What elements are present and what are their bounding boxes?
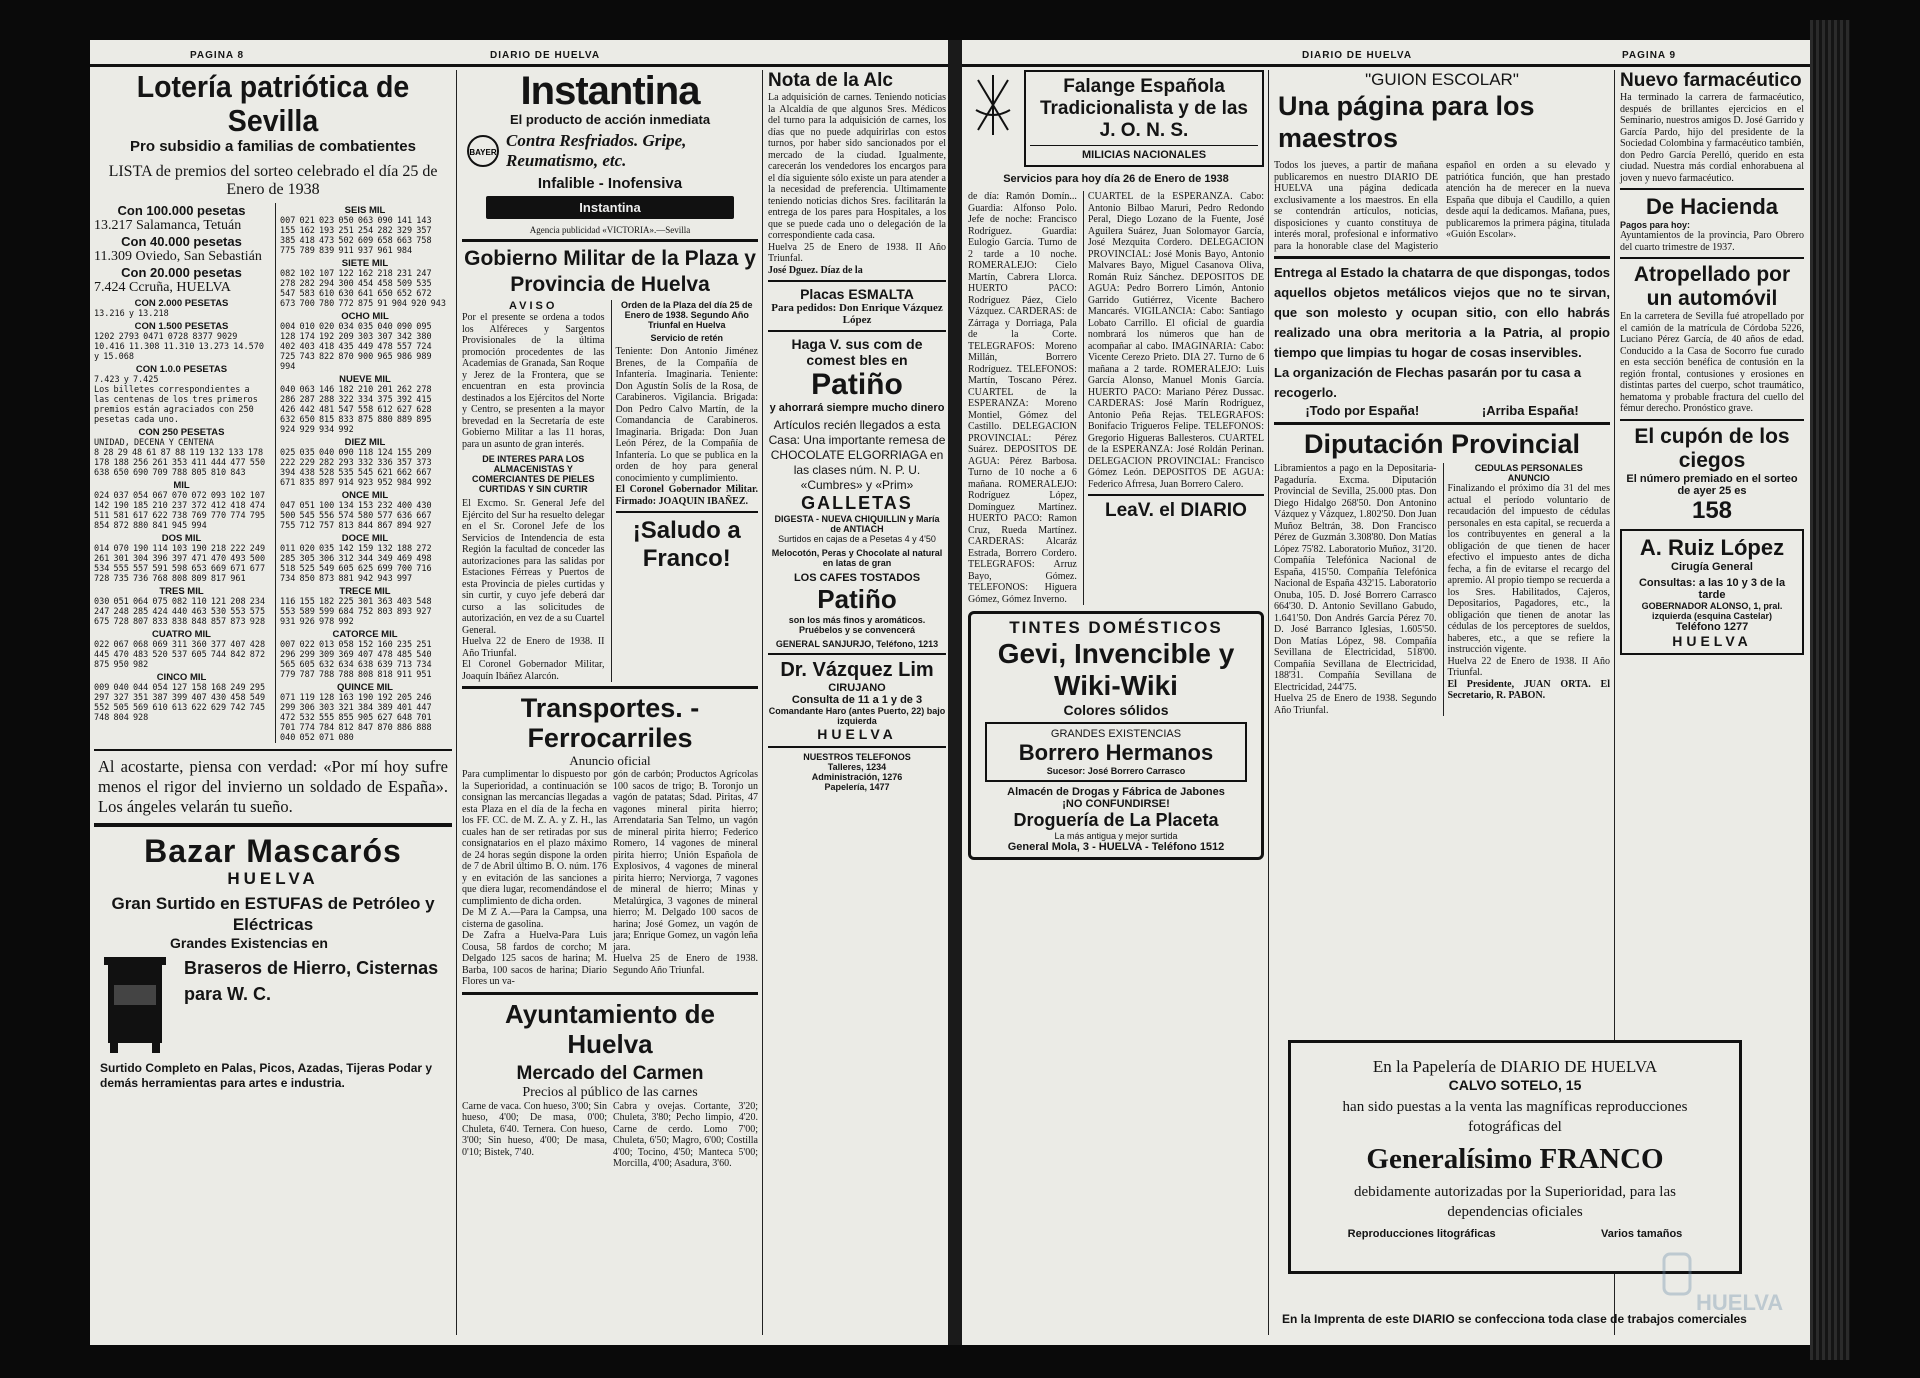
papeleria-line5: debidamente autorizadas por la Superioridad, para las dependencias oficiales [1354,1184,1676,1220]
falange-header [968,70,1264,167]
patino-name: Patiño [811,368,903,401]
diputacion-libramientos: Libramientos a pago en la Depositaria-Pagaduría. Excma. Diputación Provincial de Sevilla, 25.000 ptas. Don Diego Hidalgo 268'50. Don Antonino Vázquez y Vázquez, 1.802'50. Don Juan Muñoz Beltrán, 38. Don Francisco Pérez de Guzmán 3.308'80. Don Matías López 75'82. Laboratorio Muñoz, 31'20. Compañía Telefónica Nacional de España, 415'50. Compañía Telefónica Nacional de España 432'15. Laboratorio Onuba, 105. D. José Borrero Carrasco 664'30. D. Antonio Sevillano Gabudo, 1.641'50. Don Andrés García Pérez 70. D. José Barranco Iglesias, 1.605'50. Don Matías López, 98. Compañía Sevillana de Electricidad, 518'00. Compañía Sevillana de Electricidad, 188'31. Compañía Sevillana de Electricidad, 244'75. [1274,463,1437,693]
prize-number: 13.217 [94,218,133,233]
prize-place: Ccruña, HUELVA [129,280,231,295]
precios-cabra-cerdo: Cabra y ovejas. Cortante, 3'20; Chuleta, 3'80; Pecho limpio, 4'20. Carne de cerdo. Lomo 7'00; Chuleta, 6'50; Magro, 6'00; Costilla 4'00; Tocino, 4'50; Manteca 5'00; Morcilla, 4'00; Asadura, 3'60. [613,1100,758,1169]
prize-section-numbers: 007 022 013 058 152 160 235 251 296 299 309 369 407 478 485 540 565 605 632 634 638 639 713 734 779 787 788 788 808 818 911 951 [280,640,432,680]
loteria-subtitle: Pro subsidio a familias de combatientes [130,138,416,155]
running-head-paper: DIARIO DE HUELVA [490,50,601,61]
instantina-brand: Instantina [520,69,700,113]
ruiz-hours: Consultas: a las 10 y 3 de la tarde [1638,576,1786,601]
guion-body: Todos los jueves, a partir de mañana publicaremos en nuestro DIARIO DE HUELVA una página dedicada exclusivamente a los maestros. En ella se contendrán artículos, noticias, disposiciones y cuanto constituya de interés moral, profesional e informativo para la honorable clase del Magisterio español en orden a su elevado y patriótica función, que han prestado atención ha de merecer en la nueva España que dibuja el Caudillo, a quien desde aquí la dedicamos. Mañana, pues, publicaremos la primera página, titulada «Guión Escolar». [1274,160,1610,252]
prize-section [94,533,269,584]
nota-title: Nota de la Alc [768,70,893,91]
orden-title: Orden de la Plaza del día 25 de Enero de 1938. Segundo Año Triunfal en Huelva [620,300,753,330]
prize-section-heading: CINCO MIL [156,672,207,683]
diputacion-left [1274,463,1437,716]
gobierno-title: Gobierno Militar de la Plaza y Provincia de Huelva [464,247,756,296]
prize-section-numbers: 13.216 y 13.218 [94,309,169,319]
cupon-number: 158 [1691,496,1733,524]
prize-number: 7.424 [94,280,126,295]
patino-line3: Artículos recién llegados a esta Casa: Una importante remesa de CHOCOLATE ELGORRIAGA en las clases núm. N. P. U. «Cumbres» y «Prim» [768,418,946,492]
prize-section-heading: CON 1.0.0 PESETAS [135,364,228,375]
patino-address: GENERAL SANJURJO, Teléfono, 1213 [775,639,939,649]
prize-section-numbers: 014 070 190 114 103 190 218 222 249 261 301 304 396 397 471 470 493 500 534 555 557 591 598 653 669 671 677 728 735 736 768 808 809 817 961 [94,544,266,584]
slogan-arriba: ¡Arriba España! [1481,403,1579,418]
guion-headline: Una página para los maestros [1278,91,1535,153]
ruiz-city: HUELVA [1672,632,1752,649]
ruiz-role: Cirugía General [1671,560,1753,573]
instantina-pack: Instantina [486,196,734,219]
prize-heading: Con 40.000 pesetas [121,234,242,249]
bazar-line3: Braseros de Hierro, Cisternas para W. C. [184,958,439,1004]
hacienda-body: Ayuntamientos de la provincia, Paro Obrero del cuarto trimestre de 1937. [1620,230,1804,253]
prize-place: Salamanca, Tetuán [136,218,242,233]
precios-intro: Precios al público de las carnes [522,1084,698,1100]
transportes-subtitle: Anuncio oficial [569,753,651,768]
prize-section-heading: OCHO MIL [341,311,389,322]
cedulas-date: Huelva 22 de Enero de 1938. II Año Triunfal. [1447,655,1610,678]
hacienda-title: De Hacienda [1645,194,1779,219]
guion-title: "GUION ESCOLAR" [1365,70,1519,89]
running-head-page-number: PAGINA 8 [190,50,245,61]
prize-section [94,586,269,627]
prize-section [94,427,269,448]
transportes-right [613,769,758,988]
prize-section-heading: ONCE MIL [341,490,389,501]
column-rule [762,70,763,1335]
cafes-title: LOS CAFES TOSTADOS [793,572,921,584]
prize-section [280,205,450,256]
pieles-body: El Excmo. Sr. General Jefe del Ejército del Sur ha resuelto delegar en el Sr. Coronel Jefe de los Servicios de Intendencia de esta Región la facultad de conceder las autorizaciones para las salidas por Estaciones Férreas y Puertos de esta Provincia de pieles curtidas y sin curtir, y cuyo jefe deberá dar curso a las solicitudes de autorización, en vez de a su Cuartel General. [462,498,605,636]
prize-section [280,629,450,680]
prize-section-numbers: Los billetes correspondientes a las centenas de los tres primeros premios están agraciados con 250 pesetas cada uno. [94,385,258,425]
diputacion-title: Diputación Provincial [1303,429,1581,459]
prize-heading: Con 20.000 pesetas [121,265,242,280]
left-page [90,40,948,1345]
cupon-title: El cupón de los ciegos [1634,424,1790,472]
transportes-body3: De Zafra a Huelva-Para Luis Cousa, 58 fardos de corcho; M Delgado 125 sacos de harina; M. Barba, 100 sacos de harina; Diario Flores un va- [462,930,607,987]
bazar-ad [94,831,452,1093]
cedulas-body: Finalizando el próximo día 31 del mes actual el período voluntario de recaudación del impuesto de cédulas personales en esta capital, se recuerda a los contribuyentes en general a la obligación de que tienen de hacer efectivo el impuesto antes de dicha fecha, a fin de evitarse el recargo del apremio. Al propio tiempo se recuerda a los Sres. Habilitados, Cajeros, Depositarios, Pagadores, etc., la obligación que tienen de anotar las cédulas de los perceptores de sueldos, haberes, etc., a que se refiere la instrucción vigente. [1447,483,1610,655]
servicios-line: Servicios para hoy día 26 de Enero de 1938 [1003,173,1229,185]
ayuntamiento-title: Ayuntamiento de Huelva [505,998,715,1059]
prize-section-numbers: 116 155 182 225 301 363 403 548 553 589 599 684 752 803 893 927 931 926 978 992 [280,597,432,627]
top-rule [962,64,1810,67]
bazar-city: HUELVA [227,869,319,888]
aviso-body: Por el presente se ordena a todos los Alféreces y Sargentos Provisionales de la última promoción procedentes de las Academias de Granada, San Roque y Jerez de la Frontera, que se encuentran en esta provincia destinados a los Ejércitos del Norte y Centro, se presenten a la mayor brevedad en la Secretaría de este Gobierno Militar a las 11 horas, para un asunto de gran interés. [462,312,605,450]
prize-section [94,321,269,362]
tintes-address: General Mola, 3 - HUELVA - Teléfono 1512 [1007,841,1225,853]
prize-section-heading: QUINCE MIL [337,682,393,693]
prize-place: Oviedo, San Sebastián [135,249,262,264]
prize-section [94,298,269,319]
watermark-label: HUELVA [1696,1290,1784,1315]
prize-section-heading: CON 250 PESETAS [138,427,225,438]
prize-section-heading: DOS MIL [161,533,202,544]
ruiz-street: GOBERNADOR ALONSO, 1, pral. izquierda (esquina Castelar) [1641,600,1783,621]
transportes-body4: gón de carbón; Productos Agrícolas 100 sacos de trigo; B. Toronjo un vagón de patatas; Sdad. Piritas, 47 vagones mineral pirita hierro; Arrendataria San Telmo, un vagón de mineral pirita hierro; Federico Romero, 14 vagones de mineral pirita hierro; Unión Española de Explosivos, 4 vagones de mineral pirita hierro; Nerviorga, 7 vagones de mineral de hierro; Minas y Metalúrgica, 3 vagones de mineral hierro; M. Delgado 100 sacos de harina; José Gomez, un vagón de jara; Enrique Gomez, un vagón leña jara. [613,769,758,953]
page-stack-edge [1810,20,1850,1360]
transportes-body2: De M Z A.—Para la Campsa, una cisterna de gasolina. [462,907,607,930]
galletas-surtidos: Surtidos en cajas de a Pesetas 4 y 4'50 [778,534,936,544]
prize-section [280,437,450,488]
running-head-paper: DIARIO DE HUELVA [1302,50,1413,61]
diputacion-date: Huelva 25 de Enero de 1938. Segundo Año Triunfal. [1274,693,1437,716]
prize-section-numbers: UNIDAD, DECENA Y CENTENA [94,438,214,448]
prize-section [280,533,450,584]
column-rule [1268,70,1269,1335]
ruiz-phone: Teléfono 1277 [1675,620,1749,633]
prize-section [94,364,269,385]
tintes-successor: Sucesor: José Borrero Carrasco [1046,766,1186,776]
atropellado-body: En la carretera de Sevilla fué atropellado por el camión de la matrícula de Córdoba 5226, Luciano Pérez García, de 40 años de edad. Conducido a la Casa de Socorro fue curado en esta sección benéfica de contusión en la región frontal, contusiones y erosiones en distintas partes del cuerpo, schot traumático, hematoma y probable fractura del cuello del fémur derecho. Pronóstico grave. [1620,311,1804,414]
vazquez-street: Comandante Haro (antes Puerto, 22) bajo izquierda [768,706,946,726]
papeleria-line1: En la Papelería de DIARIO DE HUELVA [1372,1057,1658,1076]
cedulas-sub: ANUNCIO [1507,473,1550,483]
nota-body: La adquisición de carnes. Teniendo noticias la Alcaldía de que algunos Sres. Médicos del turno para la adquisición de carnes, los días que no puede adquirirlas con estos turnos, por haber sido sancionados por el mercado de la ciudad. Igualmente, carecerán los vendedores los encargos para el día siguiente sólo existe un para atender a la necesidad de preferencia. Ultimamente teniendo noticias dichos Sres. facilitarán la entrega de los pares para Hospitales, a los que se puede cada uno o delegación de la correspondiente cada casa. [768,92,946,241]
tintes-ad [968,611,1264,860]
prize-section-heading: TRES MIL [159,586,204,597]
prize-section-numbers: 1202 2793 0471 0728 8377 9029 10.416 11.308 11.310 13.273 14.570 y 15.068 [94,332,264,362]
prize-40000 [94,234,269,265]
prize-section [94,672,269,723]
column-center-left [462,70,758,1335]
chatarra-body2: La organización de Flechas pasarán por tu casa a recogerlo. [1274,365,1582,400]
tintes-existencias: GRANDES EXISTENCIAS [1050,728,1182,740]
prize-section-heading: SIETE MIL [341,258,389,269]
placas-line: Para pedidos: Don Enrique Vázquez López [771,302,943,326]
winter-note: Al acostarte, piensa con verdad: «Por mí hoy sufre menos el rigor del invierno un soldado de España». Los ángeles velarán tu sueño. [98,757,448,816]
bayer-cross-icon [466,134,500,168]
ruiz-lopez-ad [1620,529,1804,655]
prize-section-heading: CATORCE MIL [332,629,398,640]
precios-vaca: Carne de vaca. Con hueso, 3'00; Sin hueso, 4'00; De masa, 0'00; Chuleta, 6'40. Ternera. Con hueso, 3'00; Sin hueso, 4'00; De masa, 0'10; Bistek, 7'40. [462,1100,607,1158]
nota-date: Huelva 25 de Enero de 1938. II Año Triunfal. [768,241,946,264]
instantina-claim: Infalible - Inofensiva [537,175,683,192]
prize-section-heading: SEIS MIL [344,205,386,216]
falange-right-col: CUARTEL de la ESPERANZA. Cabo: Antonio Bilbao Maruri, Pedro Redondo Peral, Diego Lozano de la Fuente, José Aguilera Suárez, Juan Solomayor García, José Mezquita Cordero. DELEGACION PROVINCIAL: José Monis Bayo, Antonio Malvares Bayo, Miguel Casanova Oliva, Román Ruiz Sánchez. DEPOSITOS DE AGUA: Pedro Borrero Limón, Antonio Garrido Gutiérrez, Vicente Bachero Mancarés. VIGILANCIA: Cabo: Santiago Lobato Carrillo. El oficial de guardia nombrará los números que han de acompañar al cabo. IMAGINARIA: Cabo: Vicente Cerezo Prieto. DIA 27. Turno de 6 mañana a 2 tarde. ROMERALEJO: Luis García Alonso, Manuel Monis García. HUERTO PACO: Mariano Pérez Dussac. CARDERAS: José Marín Rodríguez, Antonio Peña Rejas. TELEGRAFOS: Bonifacio Trigueros Felipe. TELEFONOS: Gregorio Higueras Ballesteros. CUARTEL de la ESPERANZA: José Roldán Perinan. DELEGACION PROVINCIAL: Francisco Gómez León. DEPOSITOS DE AGUA: Federico Afrresa, Juan Borrero Calero. [1087,191,1264,490]
papeleria-line2: CALVO SOTELO, 15 [1448,1077,1582,1093]
papeleria-franco: Generalísimo FRANCO [1366,1143,1664,1175]
hacienda-sub: Pagos para hoy: [1620,220,1691,230]
prize-section-numbers: 004 010 020 034 035 040 090 095 128 174 192 209 303 307 342 380 402 403 418 435 449 478 557 724 725 743 822 870 900 965 986 989 994 [280,322,432,372]
prize-section-numbers: 009 040 044 054 127 158 168 249 295 297 327 351 387 399 407 430 458 549 552 505 569 610 613 622 629 742 745 748 804 928 [94,683,266,723]
bazar-line4: Surtido Completo en Palas, Picos, Azadas, Tijeras Podar y demás herramientas para artes e industria. [100,1061,433,1090]
tintes-header: TINTES DOMÉSTICOS [1009,618,1223,637]
bayer-label: BAYER [469,148,497,157]
prize-section-numbers: 082 102 107 122 162 218 231 247 278 282 294 300 454 458 509 535 547 583 610 630 641 650 652 672 673 700 780 772 875 91 904 920 943 [280,269,446,309]
slogan-todo: ¡Todo por España! [1305,403,1420,418]
cedulas-head: CEDULAS PERSONALES [1474,463,1583,473]
lea-diario: LeaV. el DIARIO [1105,500,1247,521]
loteria-title: Lotería patriótica de Sevilla [136,69,410,138]
prize-section-heading: CON 2.000 PESETAS [134,298,229,309]
prize-sections-right [275,203,450,743]
prize-sections-left [94,298,269,723]
binding-gutter [948,40,962,1345]
prize-section [94,629,269,670]
prize-section-heading: TRECE MIL [339,586,391,597]
telefonos-admin: Administración, 1276 [811,772,903,782]
orden-plaza [611,300,759,682]
tintes-almacen: Almacén de Drogas y Fábrica de Jabones [1007,786,1225,798]
falange-title: Falange Española Tradicionalista y de las J. O. N. S. [1039,76,1249,141]
bazar-line1: Gran Surtido en ESTUFAS de Petróleo y Eléctricas [111,894,435,934]
galletas-line: DIGESTA - NUEVA CHIQUILLIN y María de ANTIACH [774,514,940,534]
stove-icon [100,955,170,1055]
aviso-label: AVISO [509,300,558,312]
library-watermark [1660,1250,1784,1320]
ruiz-name: A. Ruiz López [1639,534,1785,560]
instantina-agency: Agencia publicidad «VICTORIA».—Sevilla [529,225,691,235]
tintes-drogueria: Droguería de La Placeta [1013,810,1219,830]
patino-line2: y ahorrará siempre mucho dinero [769,402,945,414]
transportes-title: Transportes. - Ferrocarriles [520,693,700,753]
gobierno-aviso [462,300,605,682]
prize-section [280,682,450,743]
papeleria-ad [1288,1040,1742,1274]
prize-section-numbers: 047 051 100 134 153 232 400 430 500 545 556 574 580 577 636 667 755 712 757 813 844 867 894 927 [280,501,432,531]
prize-20000 [94,265,269,296]
top-rule [90,64,948,67]
prize-section-numbers: 007 021 023 050 063 090 141 143 155 162 193 251 254 282 329 357 385 418 473 502 609 658 663 758 775 789 839 911 937 961 984 [280,216,432,256]
loteria-left-list [94,203,269,743]
telefonos-papeleria: Papelería, 1477 [824,782,890,792]
tintes-antigua: La más antigua y mejor surtida [1054,831,1178,841]
melocoton-line: Melocotón, Peras y Chocolate al natural en latas de gran [771,548,943,568]
right-page [962,40,1810,1345]
nota-sign: José Dguez. Díaz de la [768,264,863,276]
cupon-body: El número premiado en el sorteo de ayer 25 es [1626,472,1798,497]
prize-section-heading: DOCE MIL [341,533,389,544]
diputacion-right [1443,463,1611,716]
prize-section [94,480,269,531]
servicio-reten: Servicio de retén [650,333,724,343]
milicias-label: MILICIAS NACIONALES [1081,149,1207,161]
prize-section-heading: CUATRO MIL [152,629,211,640]
prize-section-heading: MIL [173,480,190,491]
prize-heading: Con 100.000 pesetas [117,203,246,218]
prize-number: 11.309 [94,249,132,264]
farmaceutico-body: Ha terminado la carrera de farmacéutico, después de brillantes ejercicios en el Seminario, nuestros amigos D. José Garrido y García Pardo, hijo del presidente de la Sociedad Colombina y farmacéutico también, don Pedro García Perelló, querido en esta ciudad. Nuestra más cordial enhorabuena al joven y nuevo farmacéutico. [1620,92,1804,184]
placas-title: Placas ESMALTA [800,286,914,302]
instantina-ad [462,70,758,235]
tintes-firm: Borrero Hermanos [1018,740,1214,765]
huelva-shield-icon [1660,1250,1784,1320]
vazquez-city: HUELVA [817,726,897,742]
prize-section [94,385,269,425]
yoke-arrows-icon [968,70,1018,140]
prize-section [280,311,450,372]
column-falange [968,70,1264,1335]
instantina-contra: Contra Resfriados. Gripe, Reumatismo, etc. [506,131,687,170]
running-head-page-number: PAGINA 9 [1622,50,1677,61]
tintes-colores: Colores sólidos [1063,702,1169,718]
prize-section-heading: CON 1.500 PESETAS [134,321,229,332]
farmaceutico-title: Nuevo farmacéutico [1620,70,1802,91]
orden-signature: El Coronel Gobernador Militar. Firmado: JOAQUIN IBAÑEZ. [615,484,758,507]
prize-section [280,586,450,627]
orden-body: Teniente: Don Antonio Jiménez Brenes, de la Compañía de Infantería. Imaginaria. Teniente: Don Agustín Solís de la Rosa, de Carabineros. Vigilancia. Brigada: Don Pedro Calvo Martín, de la Comandancia de Carabineros. Imaginaria. Brigada: Don Juan León Pérez, de la Compañía de Infantería. Lo que se publica en la orden de hoy para general conocimiento y cumplimiento. [615,346,758,484]
prize-section-numbers: 030 051 064 075 082 110 121 208 234 247 248 285 424 440 463 530 553 575 675 728 807 833 838 848 857 873 928 [94,597,266,627]
prize-section [280,490,450,531]
column-right-left [768,70,946,1335]
cafes-line: son los más finos y aromáticos. Pruébelos y se convencerá [788,615,926,635]
prize-100000 [94,203,269,234]
pieles-subhead: DE INTERES PARA LOS ALMACENISTAS Y COMERCIANTES DE PIELES CURTIDAS Y SIN CURTIR [471,454,595,494]
bazar-line2: Grandes Existencias en [170,935,328,951]
mercado-title: Mercado del Carmen [516,1062,704,1084]
papeleria-line6: Reproducciones litográficas [1347,1228,1496,1240]
loteria-intro: LISTA de premios del sorteo celebrado el día 25 de Enero de 1938 [108,163,438,198]
atropellado-title: Atropellado por un automóvil [1633,263,1791,310]
telefonos-talleres: Talleres, 1234 [827,762,887,772]
prize-section [280,258,450,309]
tintes-brands: Gevi, Invencible y Wiki-Wiki [997,638,1235,701]
prize-section [94,448,269,478]
prize-section-numbers: 071 119 128 163 190 192 205 246 299 306 303 321 384 389 401 447 472 532 555 855 905 627 648 701 701 774 784 812 847 870 886 888 040 052 071 080 [280,693,432,743]
prize-section-numbers: 8 28 29 48 61 87 88 119 132 133 178 178 188 256 261 353 411 444 477 550 638 650 690 709 788 805 810 843 [94,448,266,478]
vazquez-hours: Consulta de 11 a 1 y de 3 [791,694,923,706]
patino-line1: Haga V. sus com de comest bles en [791,336,923,368]
papeleria-line3: han sido puestas a la venta las magníficas reproducciones fotográficas del [1342,1099,1688,1135]
column-loteria [94,70,452,1335]
transportes-left [462,769,607,988]
prize-section-numbers: 011 020 035 142 159 132 188 272 285 305 306 312 344 349 469 498 518 525 549 605 625 699 700 716 734 850 873 881 942 943 997 [280,544,432,584]
column-rule [456,70,457,1335]
gobierno-date: Huelva 22 de Enero de 1938. II Año Triunfal. [462,636,605,659]
telefonos-title: NUESTROS TELEFONOS [803,752,911,762]
instantina-tagline: El producto de acción inmediata [509,112,711,127]
prize-section-numbers: 025 035 040 090 118 124 155 209 222 229 282 293 332 336 357 373 394 438 528 535 545 621 662 667 671 835 897 914 923 952 984 992 [280,448,432,488]
imprenta-line: En la Imprenta de este DIARIO se confecciona toda clase de trabajos comerciales [1282,1312,1747,1326]
bazar-name: Bazar Mascarós [144,833,402,869]
tintes-noconfundirse: ¡NO CONFUNDIRSE! [1062,798,1170,810]
vazquez-name: Dr. Vázquez Lim [780,659,934,681]
cafes-name: Patiño [817,584,897,614]
papeleria-line7: Varios tamaños [1600,1228,1683,1240]
prize-section-numbers: 022 067 068 069 311 360 377 407 428 445 470 483 520 537 605 744 842 872 875 950 982 [94,640,266,670]
prize-section-numbers: 040 063 146 182 210 201 262 278 286 287 288 322 334 375 392 415 426 442 481 547 558 612 627 628 632 650 815 833 875 880 889 895 924 929 934 992 [280,385,432,435]
prize-section-numbers: 024 037 054 067 070 072 093 102 107 142 190 185 210 237 372 412 418 474 511 581 617 622 738 769 770 774 795 854 872 880 841 945 994 [94,491,266,531]
galletas-title: GALLETAS [801,493,913,513]
falange-left-col: de día: Ramón Domín... Guardia: Alfonso Polo. Jefe de noche: Francisco Rodríguez. Guardia: Eulogio García. Turno de 2 tarde a 10 noche. ROMERALEJO: Cielo Martín, Cabrera Llorca. HUERTO PACO: Rodríguez Páez, Cielo Vázquez. CARDERAS: de Zárraga y Dorriaga, Pala de la Corte. TELEGRAFOS: Moreno Millán, Borrero Rodríguez. TELEFONOS: Martín, Toscano Pérez. CUARTEL de la ESPERANZA: Moreno Montiel, Gómez del Castillo. DELEGACION PROVINCIAL: Pérez Suárez. DEPOSITOS DE AGUA: Pérez Barbosa. Turno de 10 noche a 6 mañana. ROMERALEJO: Rodríguez López, Domínguez Martínez. HUERTO PACO: Ramon Cruz, Rueda Martínez. CARDERAS: Alcaráz Estrada, Borrero Cordero. TELEGRAFOS: Arruz Bayo, Gómez. TELEFONOS: Higuera Gómez, Gómez Inverno. [968,191,1077,605]
gobierno-signature: El Coronel Gobernador Militar, Joaquín Ibáñez Alarcón. [462,659,605,682]
prize-section [280,374,450,435]
transportes-date: Huelva 25 de Enero de 1938. Segundo Año Triunfal. [613,953,758,976]
prize-section-heading: DIEZ MIL [344,437,386,448]
prize-section-numbers: 7.423 y 7.425 [94,375,159,385]
cedulas-sign: El Presidente, JUAN ORTA. El Secretario, R. PABON. [1447,678,1610,701]
transportes-body: Para cumplimentar lo dispuesto por la Superioridad, a continuación se consignan las mercancías llegadas a esta Plaza en el día de la fecha en los FF. CC. de M. Z. A. y Z. H., las cuales han de ser retiradas por sus consignatarios en el plazo máximo de 24 horas según dispone la orden de 7 de Abril último B. O. núm. 176 y en evitación de las sanciones a que diera lugar, recomendándose el cumplimiento de dicha orden. [462,769,607,907]
prize-section-heading: NUEVE MIL [339,374,391,385]
chatarra-body: Entrega al Estado la chatarra de que dispongas, todos aquellos objetos metálicos viejos que no te sirvan, que son molesto y ocupan sitio, con ello habrás realizado una obra meritoria a la Patria, al propio tiempo que limpias tu hogar de cosas inservibles. [1274,265,1610,360]
vazquez-role: CIRUJANO [828,682,886,694]
saludo-franco: ¡Saludo a Franco! [632,517,741,572]
